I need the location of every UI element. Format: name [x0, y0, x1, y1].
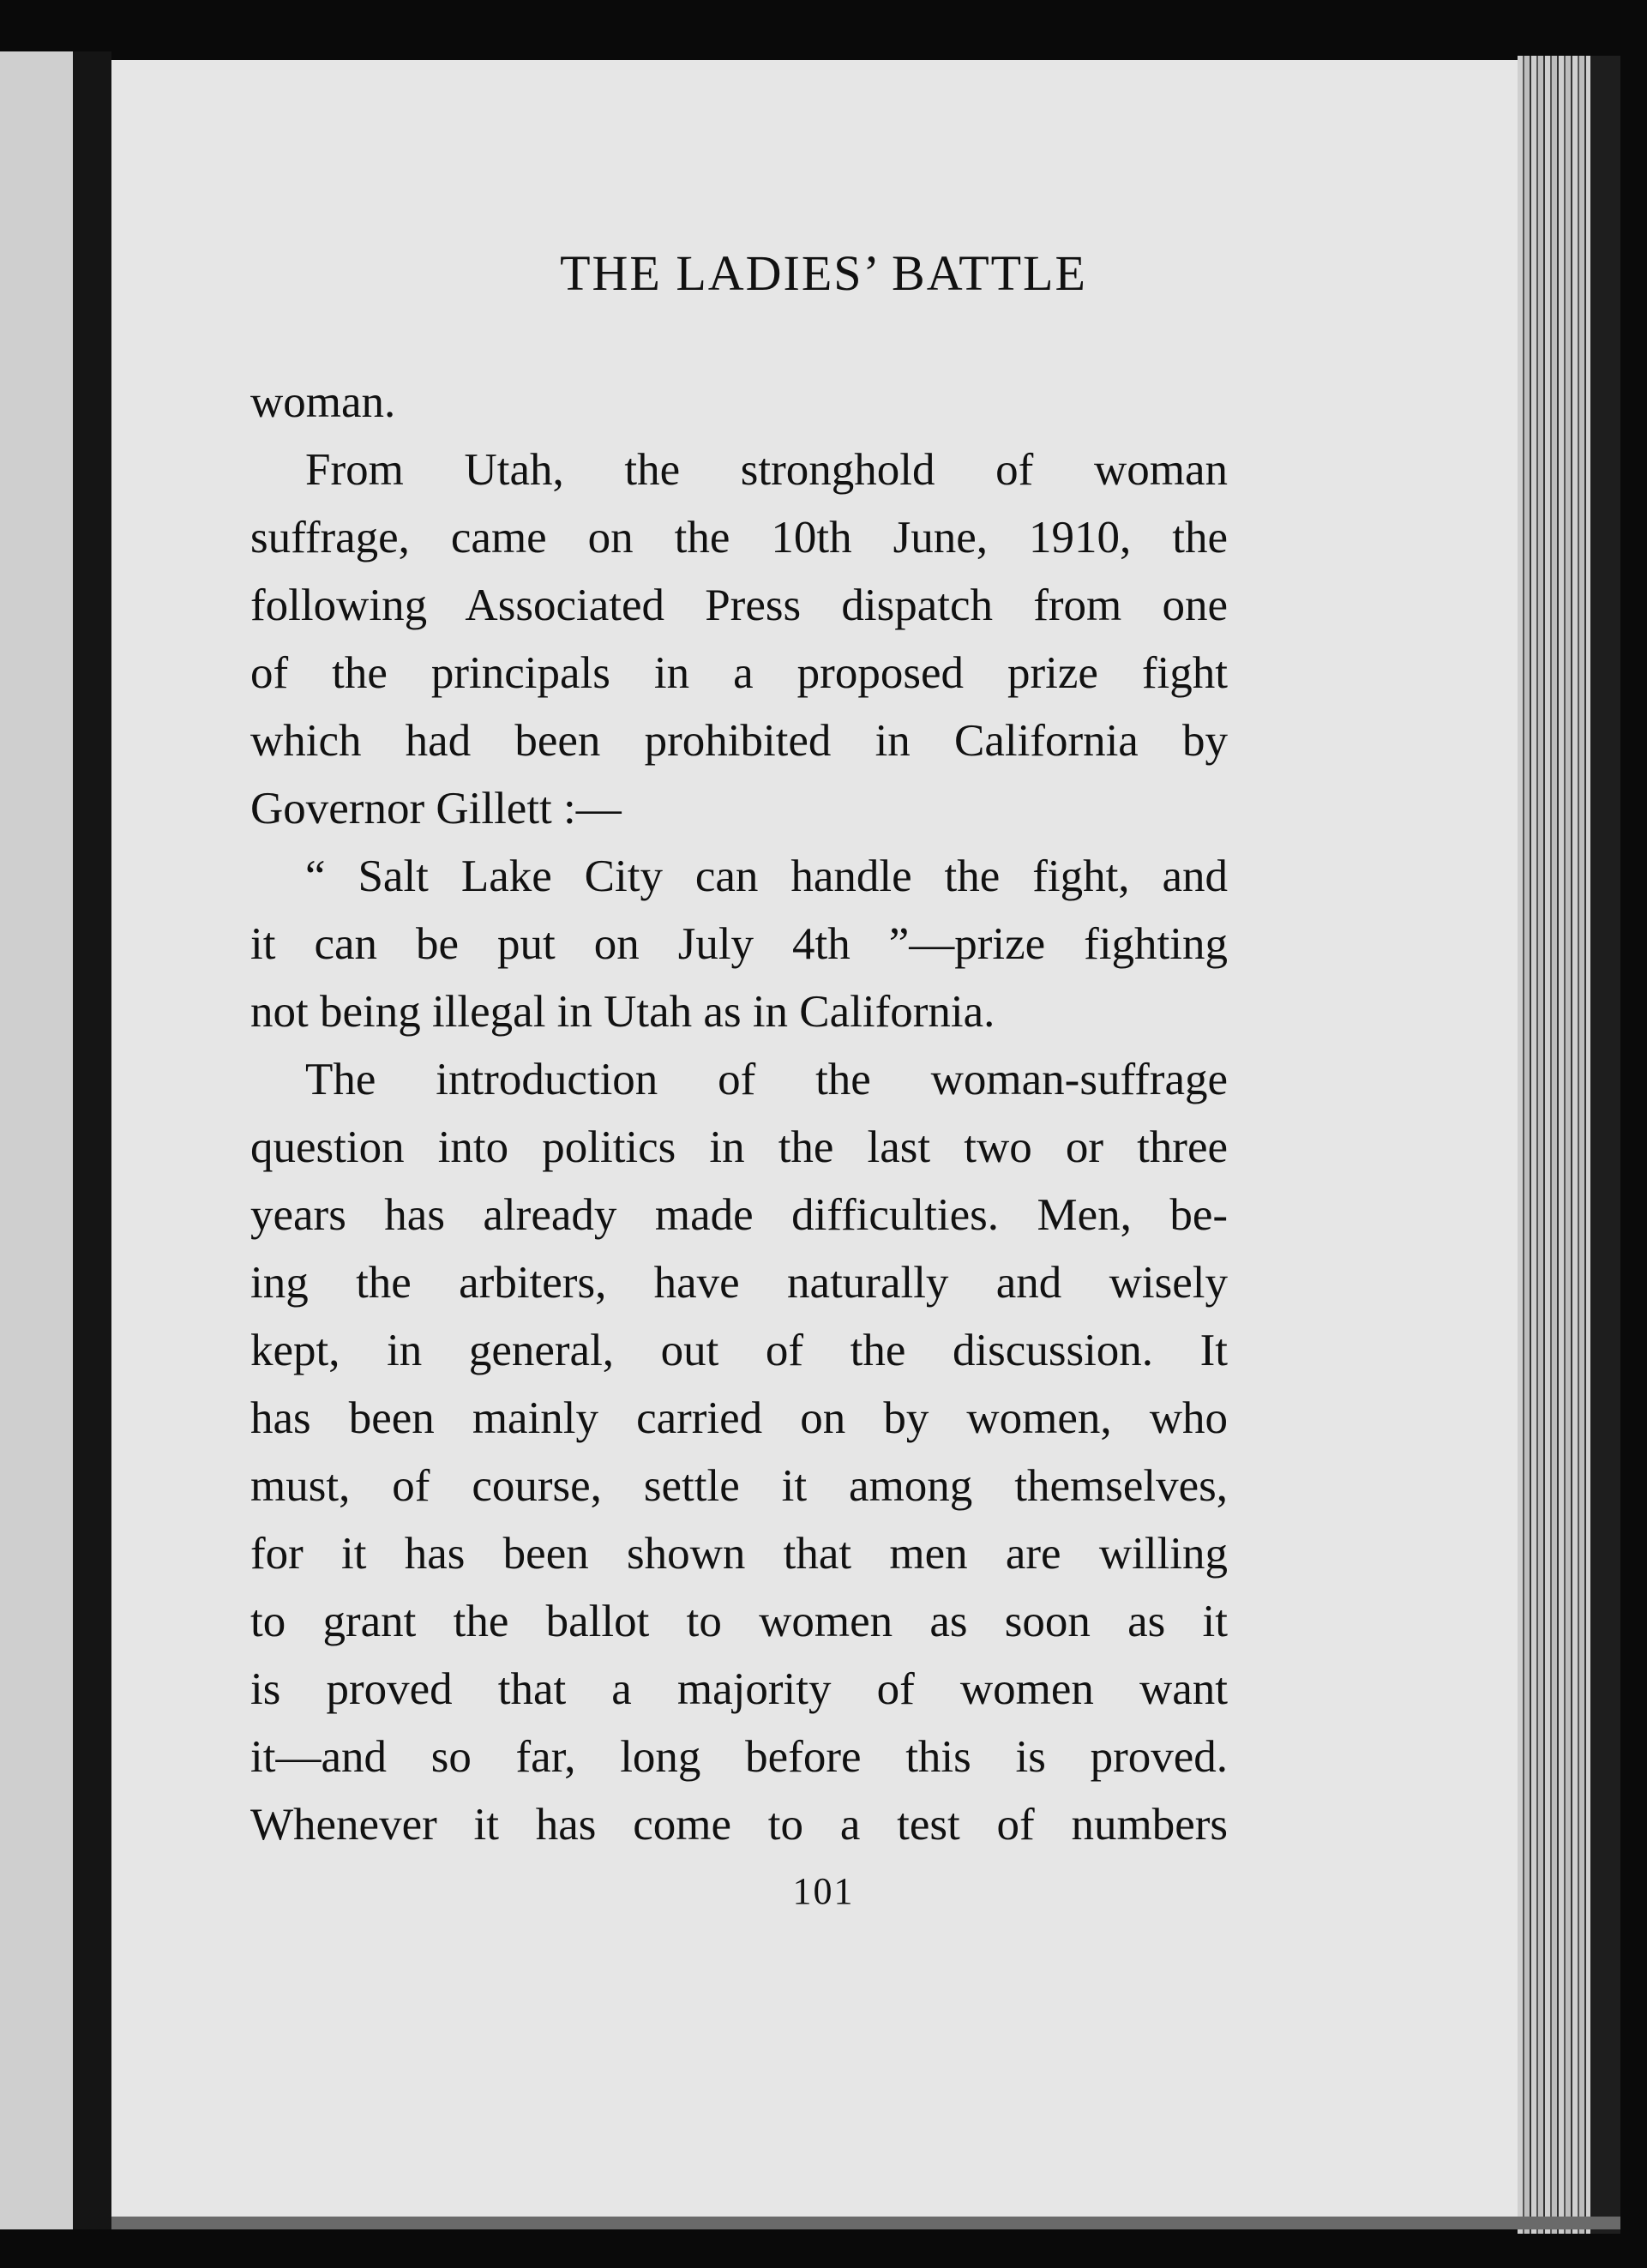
text-line: which had been prohibited in California by: [250, 716, 1228, 766]
text-line: woman.: [250, 377, 396, 427]
text-line: has been mainly carried on by women, who: [250, 1393, 1228, 1443]
text-line: to grant the ballot to women as soon as it: [250, 1597, 1228, 1646]
text-line: suffrage, came on the 10th June, 1910, the: [250, 513, 1228, 562]
text-line: “ Salt Lake City can handle the fight, and: [305, 851, 1228, 901]
text-line: not being illegal in Utah as in California.: [250, 987, 995, 1037]
text-line: The introduction of the woman-suffrage: [305, 1055, 1228, 1104]
text-line: question into politics in the last two or three: [250, 1122, 1228, 1172]
text-line: Whenever it has come to a test of numbers: [250, 1800, 1228, 1850]
text-line: kept, in general, out of the discussion. It: [250, 1326, 1228, 1375]
text-line: Governor Gillett :—: [250, 784, 622, 833]
text-line: From Utah, the stronghold of woman: [305, 445, 1228, 495]
text-line: ing the arbiters, have naturally and wisely: [250, 1258, 1228, 1308]
page-number: 101: [792, 1870, 855, 1912]
text-line: following Associated Press dispatch from one: [250, 581, 1228, 630]
body-text: [250, 369, 1228, 1859]
text-line: for it has been shown that men are willing: [250, 1529, 1228, 1579]
text-line: is proved that a majority of women want: [250, 1664, 1228, 1714]
text-line: it—and so far, long before this is proved.: [250, 1732, 1228, 1782]
text-line: it can be put on July 4th ”—prize fighting: [250, 919, 1228, 969]
page-bottom-shadow: [111, 2217, 1620, 2229]
running-head: THE LADIES’ BATTLE: [560, 245, 1087, 301]
text-line: years has already made difficulties. Men, be-: [250, 1190, 1228, 1240]
text-line: must, of course, settle it among themselves,: [250, 1461, 1228, 1511]
text-line: of the principals in a proposed prize fight: [250, 648, 1228, 698]
